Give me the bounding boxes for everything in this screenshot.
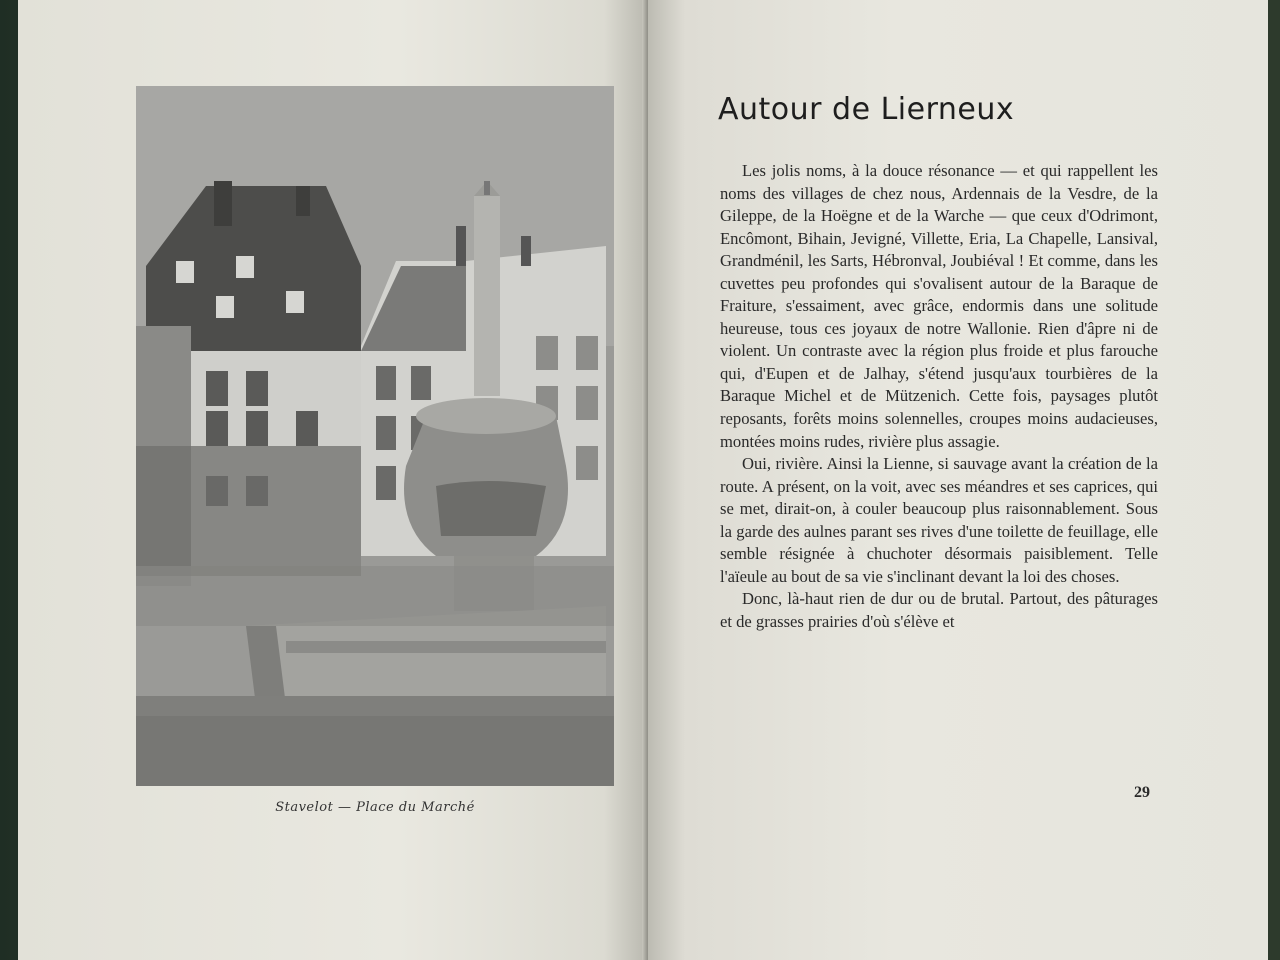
photograph-stavelot-fountain — [136, 86, 614, 786]
paragraph-2: Oui, rivière. Ainsi la Lienne, si sauvage avant la création de la route. A présent, on la voit, avec ses méandres et ses caprices, qui se met, dirait-on, à couler beaucoup plus raisonnablement. Sous la garde des aulnes parant ses rives d'une toilette de feuillage, elle semble résignée à chuchoter désormais paisiblement. Telle l'aïeule au bout de sa vie s'inclinant devant la loi des choses. — [720, 454, 1158, 586]
chapter-body — [720, 160, 1158, 633]
open-book — [18, 0, 1268, 960]
paragraph-3: Donc, là-haut rien de dur ou de brutal. Partout, des pâturages et de grasses prairies d'où s'élève et — [720, 589, 1158, 631]
paragraph-1: Les jolis noms, à la douce résonance — et qui rappellent les noms des villages de chez nous, Ardennais de la Vesdre, de la Gileppe, de la Hoëgne et de la Warche — que ceux d'Odrimont, Encômont, Bihain, Jevigné, Villette, Eria, La Chapelle, Lansival, Grandménil, les Sarts, Hébronval, Joubiéval ! Et comme, dans les cuvettes peu profondes qui s'ovalisent autour de la Baraque de Fraiture, s'essaiment, avec grâce, endormis dans une solitude heureuse, tous ces joyaux de notre Wallonie. Rien d'âpre ni de violent. Un contraste avec la région plus froide et plus farouche qui, d'Eupen et de Jalhay, s'étend jusqu'aux tourbières de la Baraque Michel et de Mützenich. Cette fois, paysages plutôt reposants, forêts moins solennelles, croupes moins audacieuses, montées moins rudes, rivière plus assagie. — [720, 161, 1158, 451]
chapter-title: Autour de Lierneux — [718, 92, 1015, 127]
left-page — [18, 0, 648, 960]
page-number: 29 — [1134, 784, 1150, 801]
photo-caption: Stavelot — Place du Marché — [275, 800, 475, 815]
